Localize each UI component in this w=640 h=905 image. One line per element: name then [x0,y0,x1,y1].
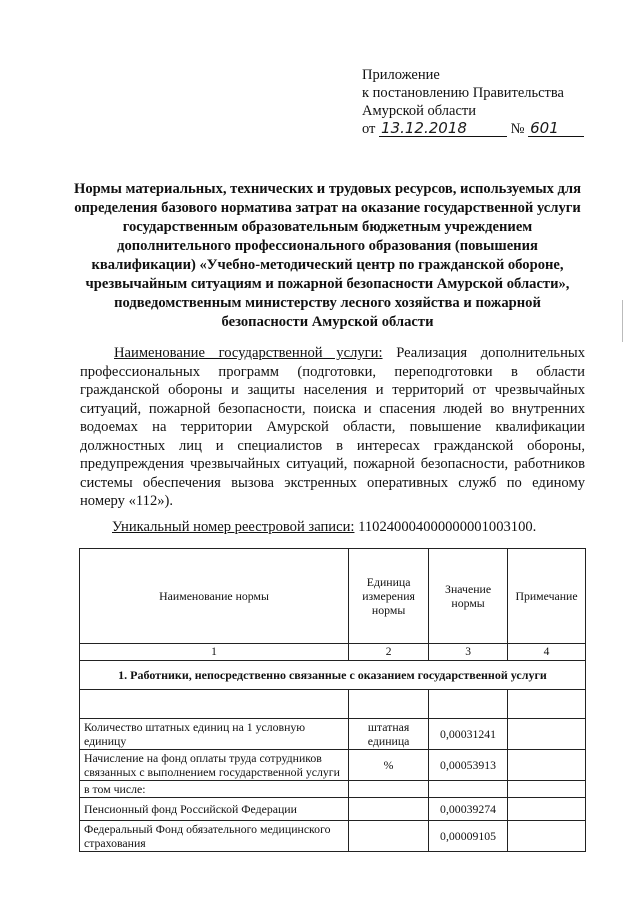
row-note [508,821,586,852]
row-value [429,781,508,798]
row-unit: % [349,750,429,781]
table-header-row [80,549,586,644]
row-value: 0,00009105 [429,821,508,852]
row-unit [349,781,429,798]
row-unit [349,821,429,852]
header-note: Примечание [508,549,586,644]
handwritten-date: 13.12.2018 [379,121,507,137]
row-note [508,781,586,798]
header-value: Значение нормы [429,549,508,644]
page-fold-mark [622,300,623,342]
col-number-1: 1 [80,644,349,661]
row-name: Количество штатных единиц на 1 условную единицу [80,719,349,750]
table-row [80,750,586,781]
row-note [508,798,586,821]
empty-row [80,690,586,719]
appendix-line-3: Амурской области [362,103,476,119]
number-prefix: № [510,121,525,137]
section-title: 1. Работники, непосредственно связанные с оказанием государственной услуги [80,661,586,690]
row-value: 0,00053913 [429,750,508,781]
service-text: Реализация дополнительных профессиональных программ (подготовки, переподготовки в области гражданской обороны и защиты населения и территорий от чрезвычайных ситуаций, пожарной безопасности, поиска и спасения людей во внутренних водоемах на территории Амурской области, повышение квалификации должностных лиц и специалистов в интересах гражданской обороны, предупреждения чрезвычайных ситуаций, пожарной безопасности, работников системы обеспечения вызова экстренных оперативных служб по единому номеру «112»). [80,345,585,509]
appendix-date-line [362,120,602,138]
row-name: в том числе: [80,781,349,798]
row-name: Федеральный Фонд обязательного медицинского страхования [80,821,349,852]
registry-number [112,518,592,536]
row-name: Начисление на фонд оплаты труда сотрудников связанных с выполнением государственной услуги [80,750,349,781]
row-note [508,719,586,750]
service-label: Наименование государственной услуги: [114,345,383,361]
handwritten-number: 601 [528,121,584,137]
row-value: 0,00039274 [429,798,508,821]
column-number-row [80,644,586,661]
table-row [80,821,586,852]
row-name: Пенсионный фонд Российской Федерации [80,798,349,821]
norms-table [79,548,586,852]
header-unit: Единица измерения нормы [349,549,429,644]
table-row [80,798,586,821]
row-unit [349,798,429,821]
table-row [80,781,586,798]
appendix-line-1: Приложение [362,67,440,83]
col-number-2: 2 [349,644,429,661]
appendix-block [362,66,602,138]
row-unit: штатная единица [349,719,429,750]
registry-value: 110240004000000001003100. [354,519,537,535]
service-paragraph [80,344,585,511]
document-title: Нормы материальных, технических и трудовых ресурсов, используемых для определения базового норматива затрат на оказание государственной услуги государственным образовательным бюджетным учреждением дополнительного профессионального образования (повышения квалификации) «Учебно-методический центр по гражданской обороне, чрезвычайным ситуациям и пожарной безопасности Амурской области», подведомственным министерству лесного хозяйства и пожарной безопасности Амурской области [73,181,581,330]
table-row [80,719,586,750]
registry-label: Уникальный номер реестровой записи: [112,519,355,535]
col-number-3: 3 [429,644,508,661]
col-number-4: 4 [508,644,586,661]
header-norm-name: Наименование нормы [80,549,349,644]
row-value: 0,00031241 [429,719,508,750]
section-row [80,661,586,690]
appendix-line-2: к постановлению Правительства [362,85,564,101]
date-prefix: от [362,121,376,137]
row-note [508,750,586,781]
